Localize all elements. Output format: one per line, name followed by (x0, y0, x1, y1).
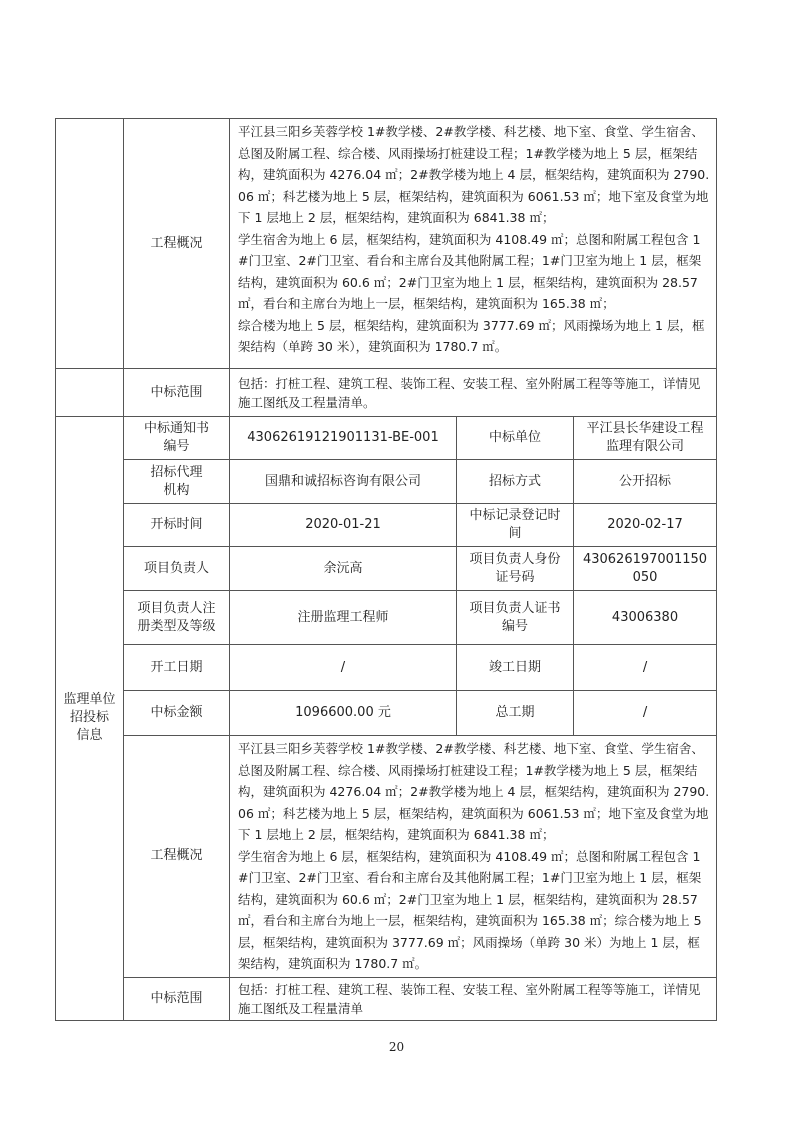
top-overview-row (56, 119, 717, 369)
top-scope-label: 中标范围 (124, 369, 230, 417)
field-value: 2020-02-17 (574, 504, 717, 547)
field-value: / (574, 645, 717, 691)
field-label: 开工日期 (124, 645, 230, 691)
field-value: / (574, 691, 717, 736)
field-value: 2020-01-21 (230, 504, 457, 547)
field-value: / (230, 645, 457, 691)
top-overview-label: 工程概况 (124, 119, 230, 369)
table-row (56, 417, 717, 460)
top-group-cell-2 (56, 369, 124, 417)
field-label: 项目负责人 (124, 547, 230, 591)
field-label: 项目负责人证书 编号 (457, 591, 574, 645)
field-value: 平江县长华建设工程 监理有限公司 (574, 417, 717, 460)
page-number: 20 (388, 1040, 405, 1054)
field-label: 开标时间 (124, 504, 230, 547)
supervision-overview-label: 工程概况 (124, 736, 230, 978)
top-scope-text: 包括：打桩工程、建筑工程、装饰工程、安装工程、室外附属工程等等施工，详情见施工图纸及工程量清单。 (230, 369, 717, 417)
field-label: 中标金额 (124, 691, 230, 736)
supervision-overview-text: 平江县三阳乡芙蓉学校 1#教学楼、2#教学楼、科艺楼、地下室、食堂、学生宿舍、总图及附属工程、综合楼、风雨操场打桩建设工程；1#教学楼为地上 5 层，框架结构，建筑面积为 4276.04 ㎡；2#教学楼为地上 4 层，框架结构，建筑面积为 2790.06 ㎡；科艺楼为地上 5 层，框架结构，建筑面积为 6061.53 ㎡；地下室及食堂为地下 1 层地上 2 层，框架结构，建筑面积为 6841.38 ㎡； 学生宿舍为地上 6 层，框架结构，建筑面积为 4108.49 ㎡；总图和附属工程包含 1#门卫室、2#门卫室、看台和主席台及其他附属工程；1#门卫室为地上 1 层，框架结构，建筑面积为 60.6 ㎡；2#门卫室为地上 1 层，框架结构，建筑面积为 28.57 ㎡，看台和主席台为地上一层，框架结构，建筑面积为 165.38 ㎡；综合楼为地上 5 层，框架结构，建筑面积为 3777.69 ㎡；风雨操场（单跨 30 米）为地上 1 层，框架结构，建筑面积为 1780.7 ㎡。 (230, 736, 717, 978)
supervision-scope-label: 中标范围 (124, 977, 230, 1020)
field-label: 中标单位 (457, 417, 574, 460)
field-value: 43062619121901131-BE-001 (230, 417, 457, 460)
field-label: 中标记录登记时 间 (457, 504, 574, 547)
field-label: 中标通知书 编号 (124, 417, 230, 460)
field-label: 招标代理 机构 (124, 460, 230, 504)
supervision-overview-row (56, 736, 717, 978)
field-value: 43006380 (574, 591, 717, 645)
field-value: 国鼎和诚招标咨询有限公司 (230, 460, 457, 504)
top-overview-text: 平江县三阳乡芙蓉学校 1#教学楼、2#教学楼、科艺楼、地下室、食堂、学生宿舍、总图及附属工程、综合楼、风雨操场打桩建设工程；1#教学楼为地上 5 层，框架结构，建筑面积为 4276.04 ㎡；2#教学楼为地上 4 层，框架结构，建筑面积为 2790.06 ㎡；科艺楼为地上 5 层，框架结构，建筑面积为 6061.53 ㎡；地下室及食堂为地下 1 层地上 2 层，框架结构，建筑面积为 6841.38 ㎡； 学生宿舍为地上 6 层，框架结构，建筑面积为 4108.49 ㎡；总图和附属工程包含 1#门卫室、2#门卫室、看台和主席台及其他附属工程；1#门卫室为地上 1 层，框架结构，建筑面积为 60.6 ㎡；2#门卫室为地上 1 层，框架结构，建筑面积为 28.57 ㎡，看台和主席台为地上一层，框架结构，建筑面积为 165.38 ㎡； 综合楼为地上 5 层，框架结构，建筑面积为 3777.69 ㎡；风雨操场为地上 1 层，框架结构（单跨 30 米），建筑面积为 1780.7 ㎡。 (230, 119, 717, 369)
table-row (56, 591, 717, 645)
field-label: 竣工日期 (457, 645, 574, 691)
supervision-scope-text: 包括：打桩工程、建筑工程、装饰工程、安装工程、室外附属工程等等施工，详情见施工图纸及工程量清单 (230, 977, 717, 1020)
table-row (56, 691, 717, 736)
field-label: 招标方式 (457, 460, 574, 504)
field-label: 总工期 (457, 691, 574, 736)
field-label: 项目负责人注 册类型及等级 (124, 591, 230, 645)
table-row (56, 547, 717, 591)
supervision-scope-row (56, 977, 717, 1020)
field-value: 注册监理工程师 (230, 591, 457, 645)
field-label: 项目负责人身份 证号码 (457, 547, 574, 591)
table-row (56, 460, 717, 504)
table-row (56, 645, 717, 691)
field-value: 430626197001150050 (574, 547, 717, 591)
field-value: 余沅高 (230, 547, 457, 591)
project-info-table (55, 118, 717, 1021)
supervision-group-label: 监理单位 招投标 信息 (56, 417, 124, 1021)
table-row (56, 504, 717, 547)
top-group-cell (56, 119, 124, 369)
field-value: 1096600.00 元 (230, 691, 457, 736)
top-scope-row (56, 369, 717, 417)
field-value: 公开招标 (574, 460, 717, 504)
